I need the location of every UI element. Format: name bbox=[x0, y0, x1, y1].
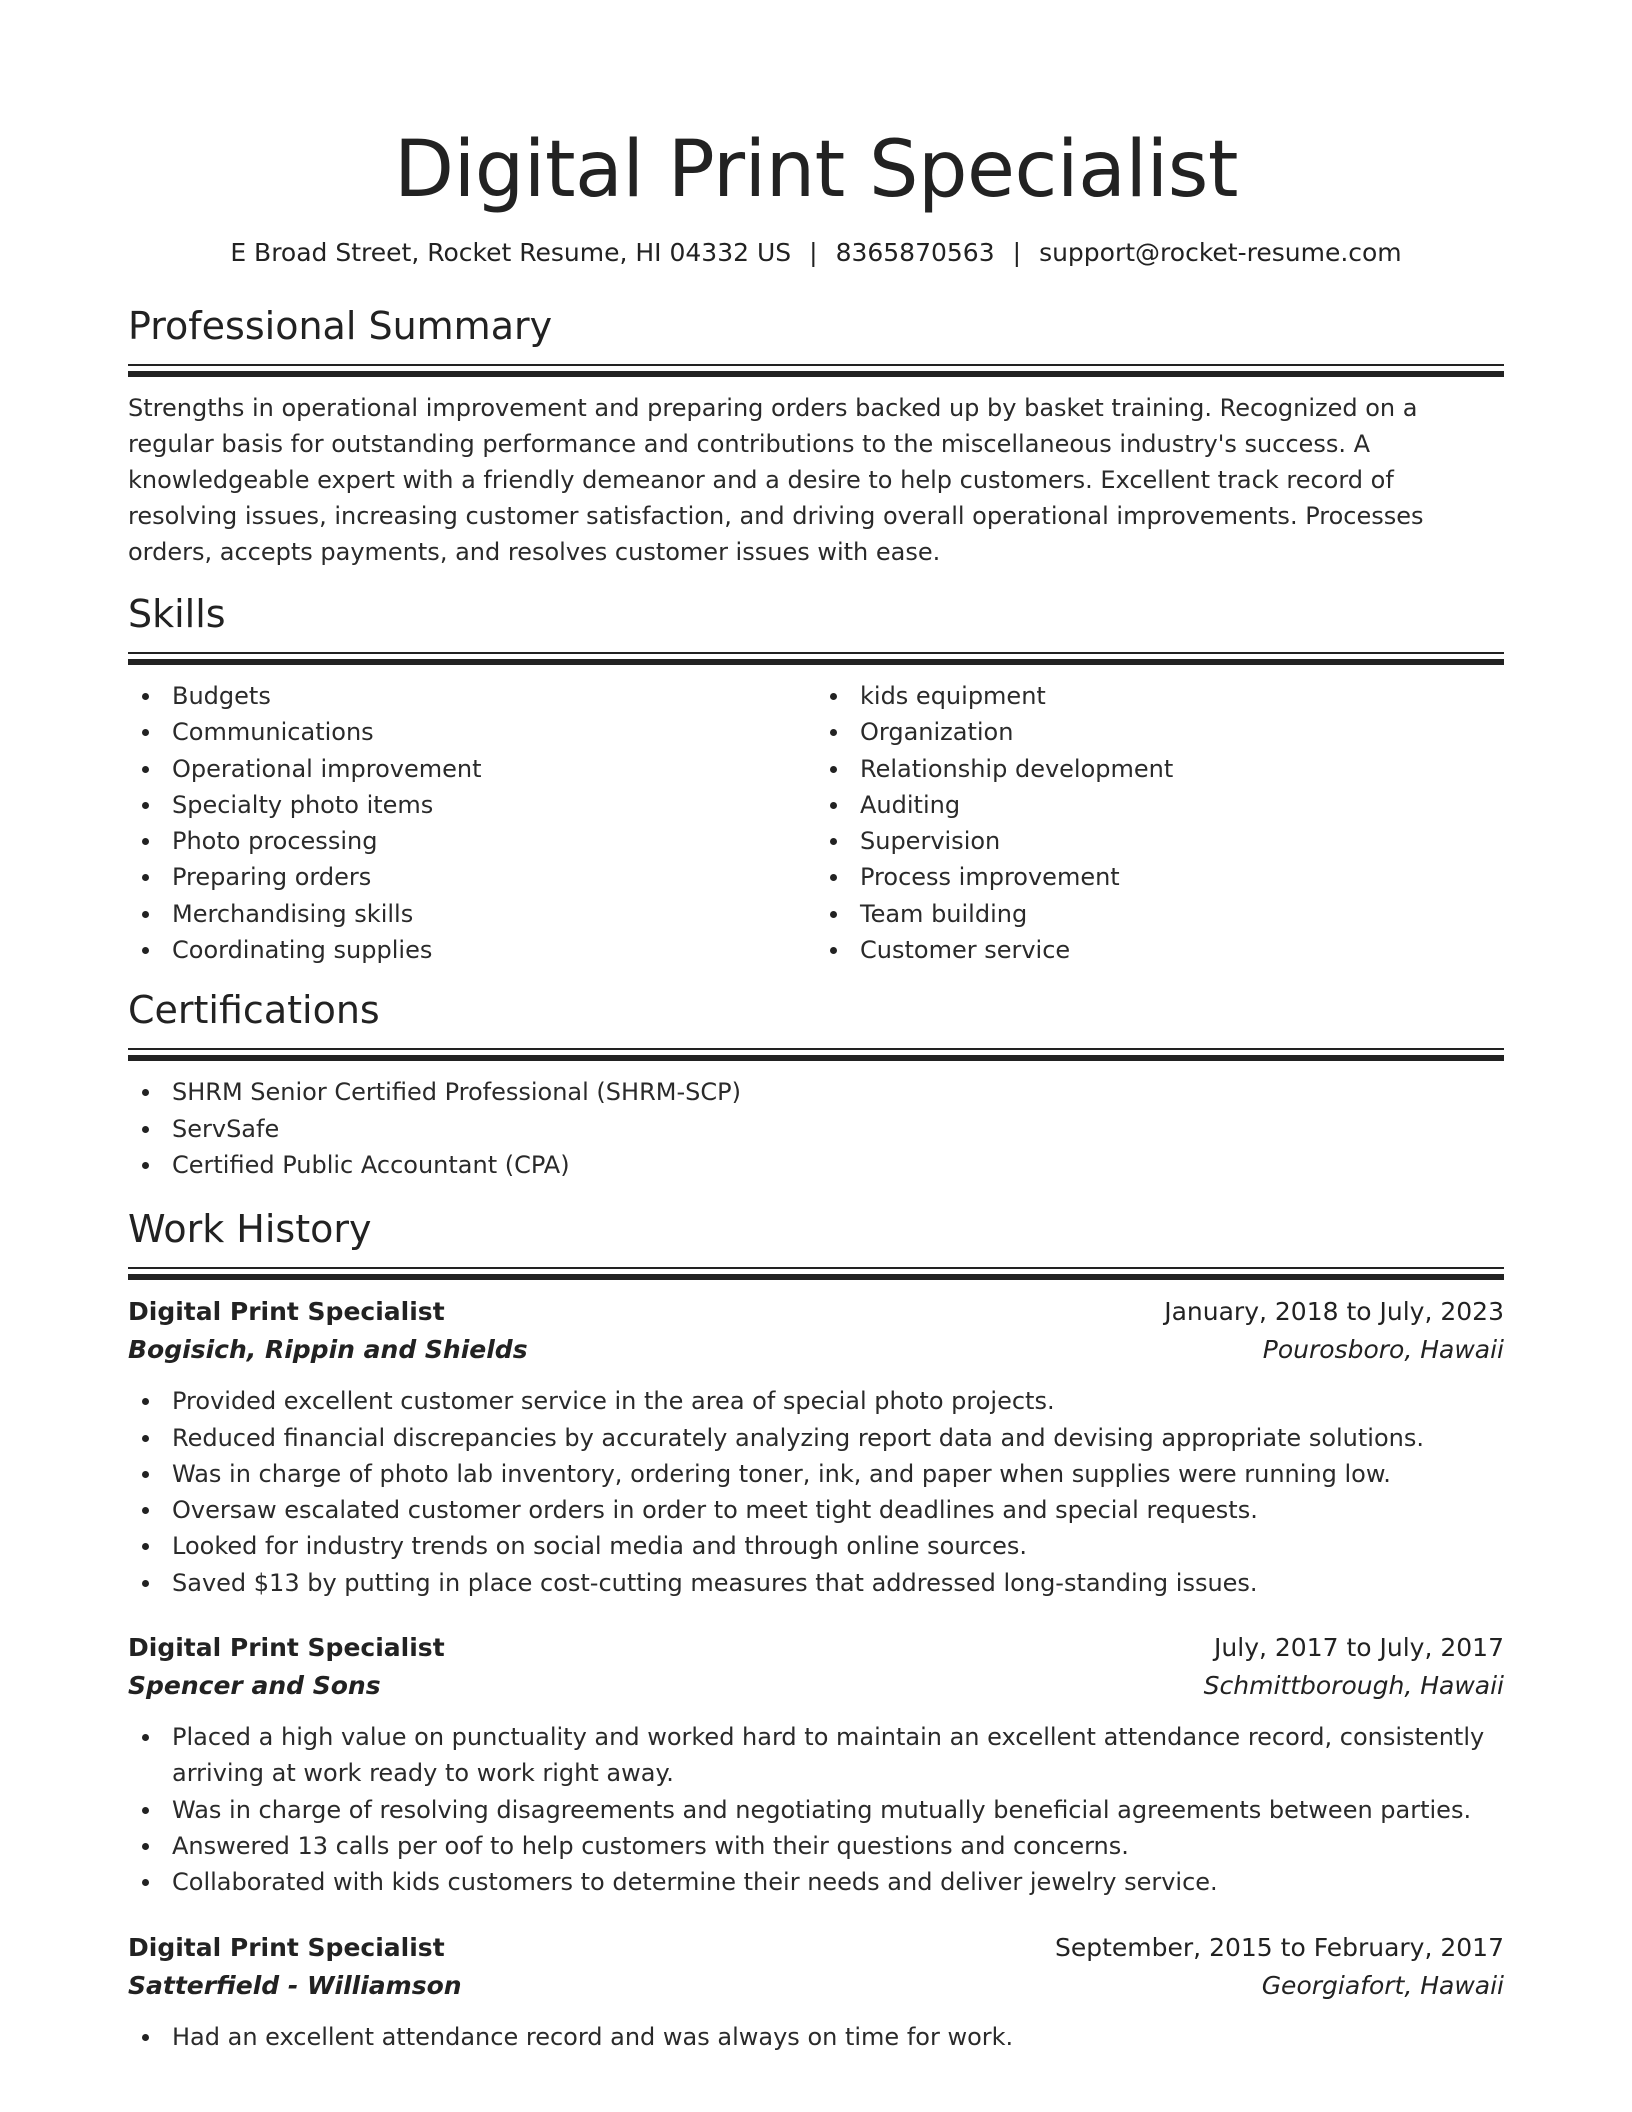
job-subheader-row bbox=[128, 1667, 1504, 1705]
skill-item: Photo processing bbox=[128, 823, 816, 859]
job-bullet: Reduced financial discrepancies by accurately analyzing report data and devising appropriate solutions. bbox=[128, 1420, 1504, 1456]
skills-list-left bbox=[128, 678, 816, 968]
certification-item: SHRM Senior Certified Professional (SHRM-SCP) bbox=[128, 1074, 1504, 1110]
section-title-skills: Skills bbox=[128, 592, 226, 636]
job-bullet: Answered 13 calls per oof to help customers with their questions and concerns. bbox=[128, 1828, 1504, 1864]
job-dates: September, 2015 to February, 2017 bbox=[1055, 1932, 1504, 1962]
job-title: Digital Print Specialist bbox=[128, 1297, 445, 1327]
skill-item: Team building bbox=[816, 896, 1504, 932]
summary-section bbox=[128, 302, 1504, 570]
certification-item: Certified Public Accountant (CPA) bbox=[128, 1147, 1504, 1183]
skill-item: Auditing bbox=[816, 787, 1504, 823]
job-bullet: Saved $13 by putting in place cost-cutting measures that addressed long-standing issues. bbox=[128, 1565, 1504, 1601]
certifications-section bbox=[128, 986, 1504, 1183]
job-location: Pourosboro, Hawaii bbox=[1262, 1335, 1504, 1365]
job-entry bbox=[128, 1293, 1504, 1601]
skill-item: Relationship development bbox=[816, 751, 1504, 787]
skills-section bbox=[128, 590, 1504, 968]
skill-item: Merchandising skills bbox=[128, 896, 816, 932]
skills-columns bbox=[128, 678, 1504, 968]
job-company: Spencer and Sons bbox=[128, 1671, 381, 1701]
job-location: Georgiafort, Hawaii bbox=[1261, 1970, 1504, 2000]
job-company: Satterfield - Williamson bbox=[128, 1970, 462, 2000]
skill-item: Operational improvement bbox=[128, 751, 816, 787]
job-bullet: Collaborated with kids customers to determine their needs and deliver jewelry service. bbox=[128, 1864, 1504, 1900]
contact-separator: | bbox=[809, 238, 818, 267]
contact-address: E Broad Street, Rocket Resume, HI 04332 US bbox=[230, 238, 792, 267]
skill-item: Organization bbox=[816, 714, 1504, 750]
skills-list-right bbox=[816, 678, 1504, 968]
summary-text: Strengths in operational improvement and preparing orders backed up by basket training. Recognized on a regular basis for outstanding performance and contributions to the miscellaneous industry's success. A knowledgeable expert with a friendly demeanor and a desire to help customers. Excellent track record of resolving issues, increasing customer satisfaction, and driving overall operational improvements. Processes orders, accepts payments, and resolves customer issues with ease. bbox=[128, 394, 1424, 566]
section-title-summary: Professional Summary bbox=[128, 304, 553, 348]
job-bullet: Oversaw escalated customer orders in order to meet tight deadlines and special requests. bbox=[128, 1492, 1504, 1528]
job-bullets bbox=[128, 1719, 1504, 1900]
job-bullet: Looked for industry trends on social media and through online sources. bbox=[128, 1528, 1504, 1564]
certification-item: ServSafe bbox=[128, 1111, 1504, 1147]
skill-item: Budgets bbox=[128, 678, 816, 714]
section-divider bbox=[128, 1048, 1504, 1062]
skill-item: kids equipment bbox=[816, 678, 1504, 714]
skill-item: Preparing orders bbox=[128, 859, 816, 895]
job-bullet: Had an excellent attendance record and was always on time for work. bbox=[128, 2019, 1504, 2055]
job-bullet: Was in charge of photo lab inventory, ordering toner, ink, and paper when supplies were running low. bbox=[128, 1456, 1504, 1492]
job-location: Schmittborough, Hawaii bbox=[1203, 1671, 1504, 1701]
skill-item: Customer service bbox=[816, 932, 1504, 968]
job-bullets bbox=[128, 1383, 1504, 1601]
job-bullet: Provided excellent customer service in the area of special photo projects. bbox=[128, 1383, 1504, 1419]
job-title: Digital Print Specialist bbox=[128, 1932, 445, 1962]
skill-item: Coordinating supplies bbox=[128, 932, 816, 968]
job-dates: July, 2017 to July, 2017 bbox=[1214, 1633, 1504, 1663]
job-bullet: Was in charge of resolving disagreements and negotiating mutually beneficial agreements between parties. bbox=[128, 1792, 1504, 1828]
job-bullet: Placed a high value on punctuality and worked hard to maintain an excellent attendance record, consistently arriving at work ready to work right away. bbox=[128, 1719, 1504, 1792]
job-company: Bogisich, Rippin and Shields bbox=[128, 1335, 528, 1365]
resume-name: Digital Print Specialist bbox=[394, 125, 1238, 215]
contact-phone: 8365870563 bbox=[835, 238, 995, 267]
job-header-row bbox=[128, 1929, 1504, 1967]
job-dates: January, 2018 to July, 2023 bbox=[1164, 1297, 1504, 1327]
skill-item: Specialty photo items bbox=[128, 787, 816, 823]
job-subheader-row bbox=[128, 1967, 1504, 2005]
contact-email: support@rocket-resume.com bbox=[1039, 238, 1402, 267]
job-subheader-row bbox=[128, 1331, 1504, 1369]
job-header-row bbox=[128, 1629, 1504, 1667]
section-title-certifications: Certifications bbox=[128, 988, 380, 1033]
job-bullets bbox=[128, 2019, 1504, 2055]
section-divider bbox=[128, 364, 1504, 378]
section-divider bbox=[128, 1267, 1504, 1281]
skill-item: Process improvement bbox=[816, 859, 1504, 895]
contact-separator: | bbox=[1012, 238, 1022, 267]
job-entry bbox=[128, 1629, 1504, 1900]
job-header-row bbox=[128, 1293, 1504, 1331]
job-title: Digital Print Specialist bbox=[128, 1633, 445, 1663]
contact-line bbox=[128, 236, 1504, 270]
certifications-list bbox=[128, 1074, 1504, 1183]
skill-item: Communications bbox=[128, 714, 816, 750]
skill-item: Supervision bbox=[816, 823, 1504, 859]
job-entry bbox=[128, 1929, 1504, 2055]
work-history-section bbox=[128, 1205, 1504, 2055]
section-title-work-history: Work History bbox=[128, 1207, 372, 1252]
section-divider bbox=[128, 652, 1504, 666]
